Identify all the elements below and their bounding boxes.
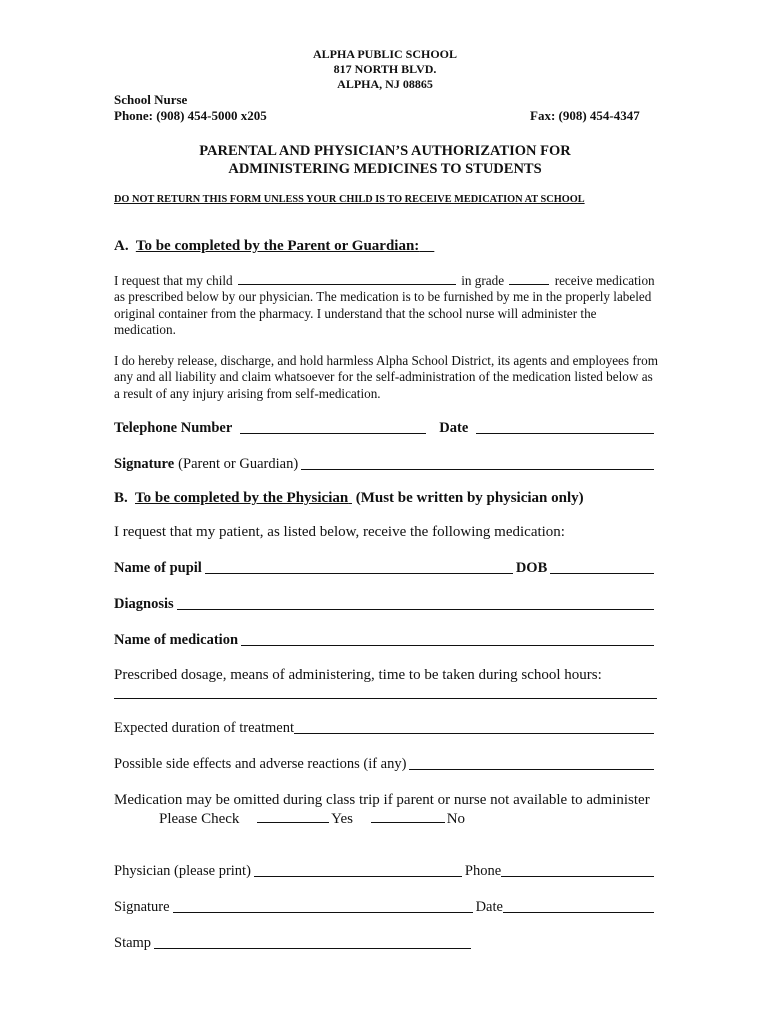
telephone-label: Telephone Number xyxy=(114,420,233,436)
section-b-letter: B. xyxy=(114,490,128,506)
medication-row xyxy=(114,632,657,649)
form-title-line1: PARENTAL AND PHYSICIAN’S AUTHORIZATION FOR xyxy=(199,143,571,159)
request-body: medication as prescribed below by our physician. The medication is to be furnished by me in the properly labeled original container from the pharmacy. I understand that the school nurse will administer the medication. xyxy=(114,273,655,337)
physician-phone-field[interactable] xyxy=(501,875,654,877)
section-b-title: To be completed by the Physician xyxy=(135,490,349,506)
no-check-field[interactable] xyxy=(371,810,445,823)
duration-row xyxy=(114,720,657,737)
physician-name-label: Physician (please print) xyxy=(114,863,251,879)
nurse-fax: Fax: (908) 454-4347 xyxy=(530,108,640,123)
yes-check-field[interactable] xyxy=(257,810,329,823)
dob-label: DOB xyxy=(515,560,548,576)
physician-date-field[interactable] xyxy=(503,911,654,913)
nurse-label: School Nurse xyxy=(114,92,188,107)
parent-signature-row xyxy=(114,456,657,473)
grade-label: in grade xyxy=(461,273,505,288)
pupil-name-field[interactable] xyxy=(205,572,513,574)
diagnosis-label: Diagnosis xyxy=(114,596,174,612)
pupil-name-label: Name of pupil xyxy=(114,560,202,576)
medication-name-field[interactable] xyxy=(241,644,654,646)
please-check-label: Please Check xyxy=(159,811,240,827)
physician-signature-row xyxy=(114,899,657,916)
physician-row xyxy=(114,863,657,880)
duration-field[interactable] xyxy=(294,732,654,734)
grade-field[interactable] xyxy=(509,272,549,285)
medication-name-label: Name of medication xyxy=(114,632,239,648)
school-street: 817 NORTH BLVD. xyxy=(333,62,437,76)
side-effects-label: Possible side effects and adverse reactions (if any) xyxy=(114,756,407,772)
physician-phone-label: Phone xyxy=(464,863,502,879)
physician-date-label: Date xyxy=(475,899,503,915)
parent-date-field[interactable] xyxy=(476,432,654,434)
pupil-row xyxy=(114,560,657,577)
physician-signature-label: Signature xyxy=(114,899,170,915)
side-effects-row xyxy=(114,756,657,773)
parent-signature-label: Signature xyxy=(114,456,175,472)
parent-signature-note: (Parent or Guardian) xyxy=(178,456,299,472)
diagnosis-field[interactable] xyxy=(177,608,654,610)
omit-label: Medication may be omitted during class trip if parent or nurse not available to administer xyxy=(114,792,650,808)
child-name-field[interactable] xyxy=(238,272,456,285)
school-city: ALPHA, NJ 08865 xyxy=(337,77,433,91)
parent-request-paragraph xyxy=(114,272,659,338)
diagnosis-row xyxy=(114,596,657,613)
stamp-row xyxy=(114,935,474,952)
no-label: No xyxy=(446,811,466,827)
section-a-letter: A. xyxy=(114,238,129,254)
parent-date-label: Date xyxy=(439,420,469,436)
dob-field[interactable] xyxy=(550,572,654,574)
side-effects-field[interactable] xyxy=(409,768,654,770)
request-intro: I request that my child xyxy=(114,273,233,288)
telephone-field[interactable] xyxy=(240,432,426,434)
nurse-phone: Phone: (908) 454-5000 x205 xyxy=(114,108,267,123)
dosage-field[interactable] xyxy=(114,698,657,699)
yes-label: Yes xyxy=(331,811,353,827)
section-a-heading xyxy=(114,238,434,255)
section-b-heading xyxy=(114,490,584,507)
release-paragraph: I do hereby release, discharge, and hold harmless Alpha School District, its agents and employees from any and all liability and claim whatsoever for the self-administration of the medication listed below as a result of any injury arising from self-medication. xyxy=(114,353,658,401)
duration-label: Expected duration of treatment xyxy=(114,720,294,736)
physician-name-field[interactable] xyxy=(254,875,462,877)
receive-label: receive xyxy=(554,273,593,288)
section-a-title: To be completed by the Parent or Guardian: xyxy=(135,238,420,254)
school-name: ALPHA PUBLIC SCHOOL xyxy=(312,47,458,61)
parent-signature-field[interactable] xyxy=(301,468,654,470)
telephone-row xyxy=(114,420,657,437)
physician-request: I request that my patient, as listed below, receive the following medication: xyxy=(114,524,565,540)
stamp-label: Stamp xyxy=(114,935,152,951)
physician-signature-field[interactable] xyxy=(173,911,473,913)
section-b-note: (Must be written by physician only) xyxy=(355,490,584,506)
dosage-label: Prescribed dosage, means of administering, time to be taken during school hours: xyxy=(114,667,602,683)
stamp-field[interactable] xyxy=(154,947,471,949)
form-title-line2: ADMINISTERING MEDICINES TO STUDENTS xyxy=(228,161,542,177)
please-check-row xyxy=(159,810,465,828)
return-notice: DO NOT RETURN THIS FORM UNLESS YOUR CHILD IS TO RECEIVE MEDICATION AT SCHOOL xyxy=(114,194,585,205)
